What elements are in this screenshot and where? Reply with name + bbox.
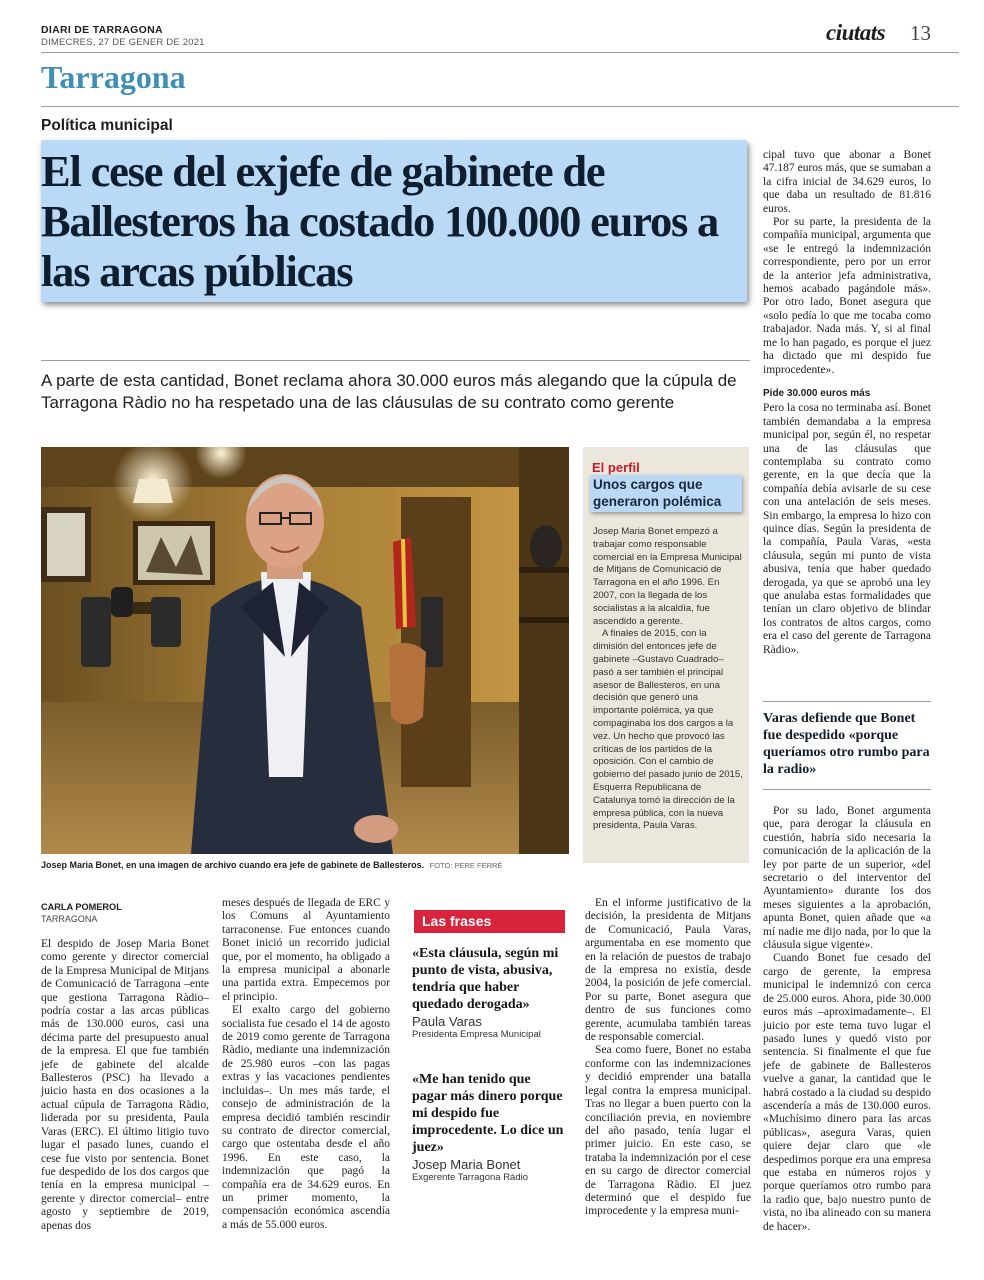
photo-credit: FOTO: PERE FERRÉ [429, 861, 503, 870]
body-column-2 [222, 897, 390, 1232]
body-column-5-top [763, 149, 931, 657]
section-logo: ciutats [826, 20, 886, 45]
body-paragraph: Por su lado, Bonet argumenta que, para derogar la cláusula en cuestión, habría sido necesaria la comunicación de la aplicación de la ley por parte de un superior, «del secretario o del interventor del Ayuntamiento» durante los dos meses siguientes a la aprobación, apunta Bonet, quien añade que «a mí nadie me dijo nada, por lo que la cláusula sigue vigente». [763, 805, 931, 952]
pullquote-rule-top [763, 701, 931, 702]
article-photo [41, 447, 569, 854]
pullquote: Varas defiende que Bonet fue despedido «porque queríamos otro rumbo para la radio» [763, 711, 930, 777]
byline-author: CARLA POMEROL [41, 902, 122, 912]
byline-location: TARRAGONA [41, 914, 98, 924]
quote-role: Presidenta Empresa Municipal [412, 1029, 541, 1040]
photo-caption: Josep Maria Bonet, en una imagen de archivo cuando era jefe de gabinete de Ballesteros. [41, 860, 425, 870]
perfil-paragraph: A finales de 2015, con la dimisión del entonces jefe de gabinete –Gustavo Cuadrado– pasó a ser también el principal asesor de Ballesteros, en una decisión que generó una importante polémica, ya que compaginaba los dos cargos a la vez. Un hecho que provocó las críticas de los partidos de la oposición. Con el cambio de gobierno del pasado junio de 2015, Esquerra Republicana de Catalunya tomó la dirección de la empresa pública, con la nueva presidenta, Paula Varas. [593, 628, 743, 832]
body-paragraph: El despido de Josep Maria Bonet como gerente y director comercial de la Empresa Municipal de Mitjans de Comunicació de Tarragona –ente que gestiona Tarragona Ràdio– podría costar a las arcas públicas más de 130.000 euros, casi una décima parte del presupuesto anual de la empresa. El que fue también jefe de gabinete del alcalde Ballesteros (PSC) ha llevado a juicio hasta en dos ocasiones a la actual cúpula de Tarragona Ràdio, liderada por su presidenta, Paula Varas (ERC). El último litigio tuvo lugar el pasado lunes, cuando el cese fue visto por sentencia. Bonet fue despedido de los dos cargos que tenía en la empresa municipal –gerente y director comercial– entre agosto y septiembre de 2019, apenas dos [41, 938, 209, 1232]
body-paragraph: Sea como fuere, Bonet no estaba conforme con las indemnizaciones y decidió emprender una batalla legal contra la empresa municipal. Tras no llegar a buen puerto con la conciliación previa, en noviembre del año pasado, tenía lugar el primer juicio. En este caso, se trataba la indemnización por el cese en su cargo de director comercial de Tarragona Ràdio. El juez determinó que el despido fue improcedente y la empresa muni- [585, 1044, 751, 1218]
photo-illustration [41, 447, 569, 854]
quote-text: «Me han tenido que pagar más dinero porque mi despido fue improcedente. Lo dice un juez» [412, 1072, 564, 1155]
perfil-body [593, 526, 743, 833]
body-paragraph: Por su parte, la presidenta de la compañía municipal, argumenta que «se le entregó la indemnización correspondiente, pero por un error de la anterior jefa administrativa, hemos acabado pagándole más». Por otro lado, Bonet asegura que «solo pedía lo que me tocaba como trabajador. Nada más. Y, si al final me lo han pagado, es porque el juez ha dictado que mi despido fue improcedente». [763, 216, 931, 376]
subheadline-rule [41, 360, 750, 361]
issue-date: DIMECRES, 27 DE GENER DE 2021 [41, 37, 205, 48]
quote-text: «Esta cláusula, según mi punto de vista, abusiva, tendría que haber quedado derogada» [412, 946, 559, 1012]
newspaper-name: DIARI DE TARRAGONA [41, 24, 163, 36]
quote-role: Exgerente Tarragona Ràdio [412, 1172, 529, 1183]
kicker: Política municipal [41, 117, 173, 134]
perfil-label: El perfil [592, 460, 640, 475]
quote-author: Josep Maria Bonet [412, 1157, 521, 1172]
perfil-paragraph: Josep Maria Bonet empezó a trabajar como responsable comercial en la Empresa Municipal de Mitjans de Comunicació de Tarragona en el año 1996. En 2007, con la llegada de los socialistas a la alcaldía, fue ascendido a gerente. [593, 526, 742, 627]
quote-author: Paula Varas [412, 1014, 482, 1029]
quote-2 [412, 1071, 564, 1183]
intertitle: Pide 30.000 euros más [763, 387, 871, 399]
frases-box [409, 903, 573, 1186]
body-paragraph: cipal tuvo que abonar a Bonet 47.187 euros más, que se sumaban a la cifra inicial de 34.629 euros, lo que daba un resultado de 81.816 euros. [763, 149, 931, 215]
body-column-4 [585, 897, 751, 1219]
headline: El cese del exjefe de gabinete de Ballesteros ha costado 100.000 euros a las arcas públicas [41, 146, 719, 296]
body-column-5-bottom [763, 805, 931, 1234]
page-number: 13 [910, 21, 931, 45]
body-paragraph: El exalto cargo del gobierno socialista fue cesado el 14 de agosto de 2019 como gerente de Tarragona Ràdio, mediante una indemnización de 25.980 euros –con las pagas extras y las vacaciones pendientes incluidas–. Un mes más tarde, el consejo de administración de la empresa decidió también rescindir su contrato de director comercial, cargo que ostentaba desde el año 1996. En este caso, la indemnización que pagó la compañía era de 34.629 euros. En un primer momento, la compensación económica ascendía a más de 55.000 euros. [222, 1004, 390, 1231]
pullquote-rule-bottom [763, 789, 931, 790]
body-column-1 [41, 938, 209, 1233]
section-title: Tarragona [41, 59, 186, 95]
subheadline: A parte de esta cantidad, Bonet reclama ahora 30.000 euros más alegando que la cúpula de Tarragona Ràdio no ha respetado una de las cláusulas de su contrato como gerente [41, 371, 737, 412]
header-rule [41, 52, 959, 53]
perfil-title: Unos cargos que generaron polémica [593, 477, 722, 509]
quote-1 [412, 945, 564, 1040]
frases-label: Las frases [414, 910, 565, 933]
body-paragraph: Pero la cosa no terminaba así. Bonet también demandaba a la empresa municipal por, según él, no respetar una de las cláusulas que contemplaba su contrato como gerente, en la que decía que la compañía debía avisarle de su cese con una antelación de seis meses. Sin embargo, la empresa lo hizo con quince días. Según la presidenta de la compañía, Paula Varas, «esta cláusula, según mi punto de vista abusiva, tenía que haber quedado derogada, ya que se aprobó una ley que anulaba estas formalidades que tenían un claro objetivo de blindar los contratos de altos cargos, como era el caso del gerente de Tarragona Ràdio». [763, 402, 931, 656]
body-paragraph: meses después de llegada de ERC y los Comuns al Ayuntamiento tarraconense. Fue entonces cuando Bonet inició un recorrido judicial que, por el momento, ha obligado a la empresa municipal a abonarle una partida extra. Empecemos por el principio. [222, 897, 390, 1003]
body-paragraph: En el informe justificativo de la decisión, la presidenta de Mitjans de Comunicació, Paula Varas, argumentaba en ese momento que en la relación de puestos de trabajo de la empresa no existía, desde 2004, la posición de jefe comercial. Por su parte, Bonet asegura que dentro de sus funciones como gerente, acumulaba también tareas de responsable comercial. [585, 897, 751, 1044]
section-rule [41, 106, 959, 107]
body-paragraph: Cuando Bonet fue cesado del cargo de gerente, la empresa municipal le indemnizó con cerca de 25.000 euros. Ahora, pide 30.000 euros más –aproximadamente–. El juicio por este tema tuvo lugar el pasado lunes y quedó visto por sentencia. Si finalmente el que fue jefe de gabinete de Ballesteros vuelve a ganar, la cantidad que le habrá costado a la ciudad su despido ascendería a más de 130.000 euros. «Muchísimo dinero para las arcas públicas», asegura Varas, quien quiere dejar claro que «le despedimos porque era una empresa que estaba en números rojos y porque queríamos otro rumbo para la radio que, bajo nuestro punto de vista, no iba alineado con su manera de hacer». [763, 952, 931, 1233]
photo-caption-line [41, 860, 581, 870]
